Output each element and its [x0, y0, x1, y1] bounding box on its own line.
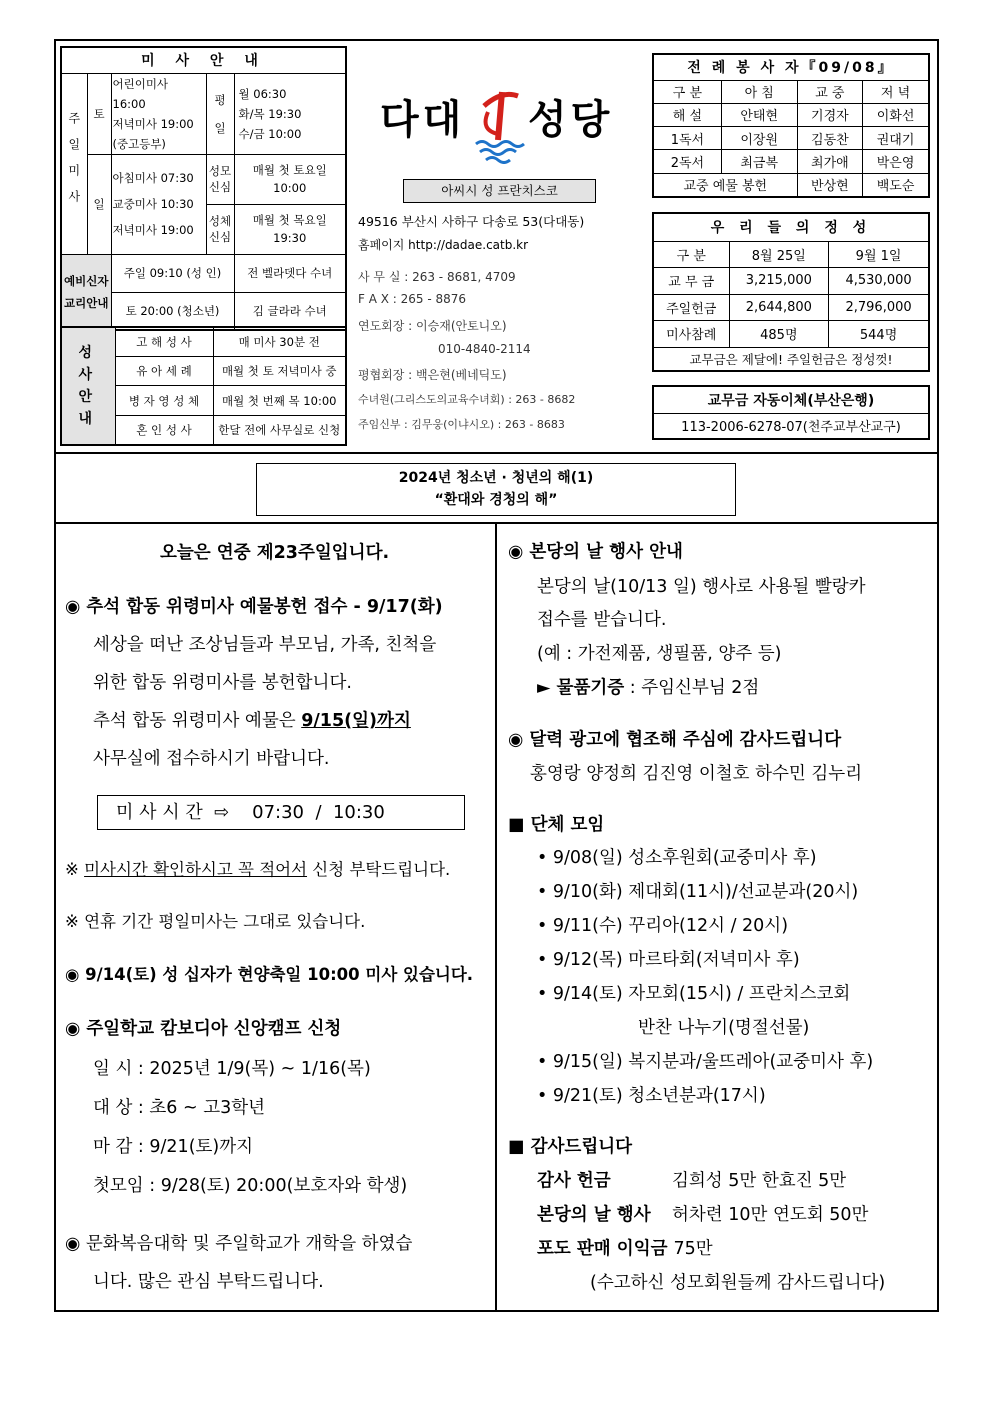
catechumen-youth-teacher: 김 글라라 수녀 [234, 292, 346, 330]
mass-time-note: ※ 미사시간 확인하시고 꼭 적어서 신청 부탁드립니다. [65, 860, 451, 879]
server-cell: 박은영 [863, 150, 929, 173]
finance-header: 구 분 [653, 241, 729, 268]
meeting-item: • 9/14(토) 자모회(15시) / 프란치스코회 [537, 984, 851, 1004]
server-cell: 2독서 [653, 150, 721, 173]
address: 49516 부산시 사하구 다송로 53(다대동) [358, 214, 585, 229]
finance-header: 8월 25일 [729, 241, 829, 268]
finance-value: 2,796,000 [829, 294, 929, 321]
offering-name: 반상현 [797, 173, 862, 197]
thanks-parish-day: 본당의 날 행사 허차련 10만 연도회 50만 [537, 1205, 869, 1225]
offering-name: 백도순 [863, 173, 929, 197]
server-cell: 최가애 [797, 150, 862, 173]
catechumen-youth-time: 토 20:00 (청소년) [111, 292, 234, 330]
intro: 오늘은 연중 제23주일입니다. [160, 543, 390, 563]
finance-value: 2,644,800 [729, 294, 829, 321]
finance-row-label: 교 무 금 [653, 268, 729, 295]
thanks-note: (수고하신 성모회원들께 감사드립니다) [590, 1273, 886, 1293]
meetings-title: ■ 단체 모임 [508, 815, 605, 835]
sunday-label: 일 [87, 154, 111, 254]
servers-header: 구 분 [653, 80, 721, 103]
memorial-text: 위한 합동 위령미사를 봉헌합니다. [93, 673, 352, 693]
finance-title: 우 리 들 의 정 성 [653, 213, 929, 241]
pastor-phone: 주임신부 : 김무웅(이냐시오) : 263 - 8683 [358, 418, 565, 431]
sacrament-name: 유 아 세 례 [115, 357, 213, 386]
eucharist-devotion-time: 매월 첫 목요일 19:30 [234, 204, 346, 254]
finance-header: 9월 1일 [829, 241, 929, 268]
marian-devotion-label: 성모신심 [206, 154, 234, 204]
server-cell: 김동찬 [797, 127, 862, 150]
memorial-text: 세상을 떠난 조상님들과 부모님, 가족, 친척을 [93, 635, 437, 655]
autopay-table [652, 385, 930, 440]
servers-header: 아 침 [721, 80, 797, 103]
fax: F A X : 265 - 8876 [358, 292, 467, 306]
calendar-ads-title: ◉ 달력 광고에 협조해 주심에 감사드립니다 [508, 730, 842, 750]
thanks-grape-sales: 포도 판매 이익금 75만 [537, 1239, 713, 1259]
parish-name-left: 다대 [380, 97, 466, 143]
server-cell: 안태현 [721, 103, 797, 126]
weekday-masses: 월 06:30 화/목 19:30 수/금 10:00 [234, 73, 346, 154]
weekday-label: 평 일 [206, 73, 234, 154]
server-cell: 기경자 [797, 103, 862, 126]
sacrament-time: 매월 첫 번째 목 10:00 [213, 386, 346, 415]
memorial-text: 사무실에 접수하시기 바랍니다. [93, 749, 330, 769]
year-theme: 2024년 청소년 · 청년의 해(1) “환대와 경청의 해” [256, 463, 736, 516]
sacrament-time: 한달 전에 사무실로 신청 [213, 415, 346, 445]
marian-devotion-time: 매월 첫 토요일 10:00 [234, 154, 346, 204]
camp-target: 대 상 : 초6 ~ 고3학년 [93, 1098, 266, 1118]
saturday-label: 토 [87, 73, 111, 154]
meeting-item-continued: 반찬 나누기(명절선물) [638, 1018, 810, 1038]
autopay-account: 113-2006-6278-07(천주교부산교구) [653, 413, 929, 439]
server-cell: 최금복 [721, 150, 797, 173]
council-president: 평협회장 : 백은현(베네딕도) [358, 368, 507, 382]
offering-label: 교중 예물 봉헌 [653, 173, 797, 197]
parish-info [355, 40, 645, 450]
parish-day-text: 본당의 날(10/13 일) 행사로 사용될 빨랑카 [537, 577, 866, 597]
sunday-mass-label: 주일미사 [61, 73, 87, 254]
memorial-deadline: 추석 합동 위령미사 예물은 9/15(일)까지 [93, 711, 411, 731]
meeting-item: • 9/15(일) 복지분과/울뜨레아(교중미사 후) [537, 1052, 874, 1072]
camp-first-meeting: 첫모임 : 9/28(토) 20:00(보호자와 학생) [93, 1176, 408, 1196]
servers-title: 전 례 봉 사 자『09/08』 [653, 54, 929, 80]
catechumen-adult-time: 주일 09:10 (성 인) [111, 254, 234, 292]
server-cell: 권대기 [863, 127, 929, 150]
liturgical-servers-table [652, 53, 930, 198]
servers-header: 저 녁 [863, 80, 929, 103]
mass-title: 미 사 안 내 [61, 47, 346, 73]
sacrament-time: 매 미사 30분 전 [213, 327, 346, 357]
convent-phone: 수녀원(그리스도의교육수녀회) : 263 - 8682 [358, 393, 576, 406]
parish-logo [380, 88, 620, 168]
chairman: 연도회장 : 이승재(안토니오) [358, 319, 507, 333]
school-opening: 니다. 많은 관심 부탁드립니다. [93, 1272, 324, 1292]
finance-value: 3,215,000 [729, 268, 829, 295]
sacraments-table [60, 326, 347, 446]
memorial-mass-title: ◉ 추석 합동 위령미사 예물봉헌 접수 - 9/17(화) [65, 597, 443, 617]
office-phone: 사 무 실 : 263 - 8681, 4709 [358, 270, 516, 284]
finance-value: 544명 [829, 321, 929, 348]
cross-wave-logo-icon [474, 86, 530, 164]
finance-table [652, 212, 930, 372]
camp-date: 일 시 : 2025년 1/9(목) ~ 1/16(목) [93, 1059, 371, 1079]
sacrament-name: 병 자 영 성 체 [115, 386, 213, 415]
parish-day-title: ◉ 본당의 날 행사 안내 [508, 542, 683, 562]
finance-row-label: 주일헌금 [653, 294, 729, 321]
sacraments-label: 성사안내 [61, 327, 115, 445]
meeting-item: • 9/11(수) 꾸리아(12시 / 20시) [537, 916, 789, 936]
parish-name-right: 성당 [528, 97, 614, 143]
camp-title: ◉ 주일학교 캄보디아 신앙캠프 신청 [65, 1019, 342, 1039]
finance-note: 교무금은 제달에! 주일헌금은 정성껏! [653, 347, 929, 371]
servers-header: 교 중 [797, 80, 862, 103]
autopay-title: 교무금 자동이체(부산은행) [653, 386, 929, 413]
server-cell: 이화선 [863, 103, 929, 126]
holiday-mass-note: ※ 연휴 기간 평일미사는 그대로 있습니다. [65, 912, 366, 931]
server-cell: 해 설 [653, 103, 721, 126]
thanks-offering: 감사 헌금 김희성 5만 한효진 5만 [537, 1171, 847, 1191]
sacrament-name: 고 해 성 사 [115, 327, 213, 357]
meeting-item: • 9/21(토) 청소년분과(17시) [537, 1086, 766, 1106]
patron-saint: 아씨시 성 프란치스코 [403, 179, 596, 203]
catechumen-label: 예비신자교리안내 [61, 254, 111, 330]
saturday-masses: 어린이미사 16:00 저녁미사 19:00 (중고등부) [111, 73, 206, 154]
finance-value: 4,530,000 [829, 268, 929, 295]
thanks-title: ■ 감사드립니다 [508, 1137, 633, 1157]
meeting-item: • 9/10(화) 제대회(11시)/선교분과(20시) [537, 882, 859, 902]
header-divider [54, 452, 939, 454]
school-opening: ◉ 문화복음대학 및 주일학교가 개학을 하였습 [65, 1234, 413, 1254]
catechumen-adult-teacher: 전 벨라뎃다 수녀 [234, 254, 346, 292]
mass-schedule-table [60, 46, 347, 331]
sacrament-name: 혼 인 성 사 [115, 415, 213, 445]
holy-cross-mass-note: ◉ 9/14(토) 성 십자가 현양축일 10:00 미사 있습니다. [65, 965, 474, 984]
finance-row-label: 미사참례 [653, 321, 729, 348]
meeting-item: • 9/08(일) 성소후원회(교중미사 후) [537, 848, 817, 868]
sacrament-time: 매월 첫 토 저녁미사 중 [213, 357, 346, 386]
column-divider [495, 524, 497, 1312]
homepage[interactable]: 홈페이지 http://dadae.catb.kr [358, 238, 529, 252]
parish-day-examples: (예 : 가전제품, 생필품, 양주 등) [537, 644, 782, 664]
meeting-item: • 9/12(목) 마르타회(저녁미사 후) [537, 950, 800, 970]
chairman-phone: 010-4840-2114 [438, 342, 531, 356]
parish-day-text: 접수를 받습니다. [537, 610, 667, 630]
calendar-ads-names: 홍영랑 양정희 김진영 이철호 하수민 김누리 [530, 764, 863, 784]
donation-line: ► 물품기증 : 주임신부님 2점 [537, 678, 760, 698]
mass-time-box: 미 사 시 간 ⇨ 07:30 / 10:30 [97, 795, 465, 830]
server-cell: 이장원 [721, 127, 797, 150]
server-cell: 1독서 [653, 127, 721, 150]
finance-value: 485명 [729, 321, 829, 348]
camp-deadline: 마 감 : 9/21(토)까지 [93, 1137, 254, 1157]
sunday-masses: 아침미사 07:30 교중미사 10:30 저녁미사 19:00 [111, 154, 206, 254]
eucharist-devotion-label: 성체신심 [206, 204, 234, 254]
